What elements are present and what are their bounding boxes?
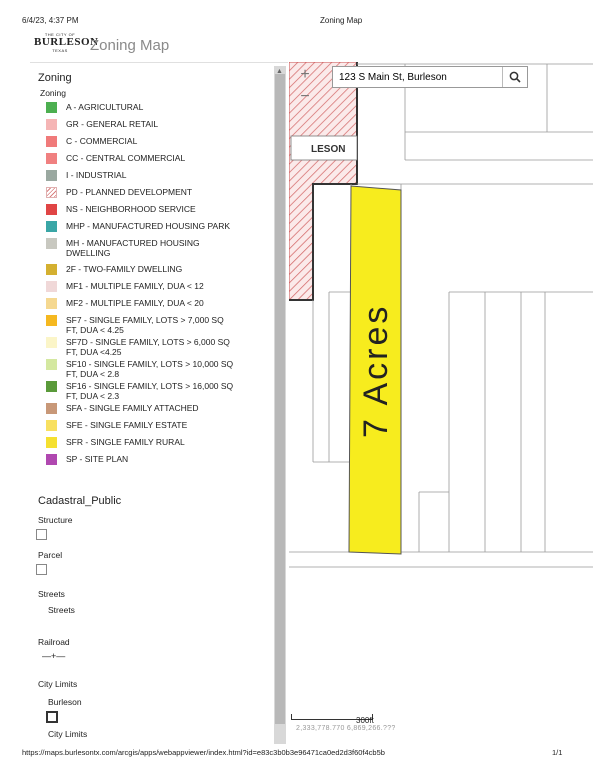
- address-search[interactable]: [332, 66, 528, 88]
- print-date: 6/4/23, 4:37 PM: [22, 16, 79, 25]
- zoning-swatch: [46, 136, 57, 147]
- legend-panel: [30, 66, 274, 746]
- zoning-swatch: [46, 437, 57, 448]
- city-logo: [34, 32, 99, 62]
- zoning-swatch: [46, 298, 57, 309]
- burleson-label: Burleson: [48, 697, 82, 707]
- zoning-legend-item: [46, 204, 274, 215]
- railroad-label: Railroad: [38, 637, 70, 647]
- map-coordinates: 2,333,778.770 6,869,266.???: [296, 725, 396, 732]
- scrollbar-thumb[interactable]: [275, 74, 285, 724]
- zoning-legend-item: [46, 102, 274, 113]
- zoning-legend-item: [46, 281, 274, 292]
- zoning-legend-item: [46, 403, 274, 414]
- zoning-legend-item: [46, 264, 274, 275]
- zoning-swatch: [46, 187, 57, 198]
- zoning-legend-item: [46, 381, 274, 401]
- zoning-swatch: [46, 238, 57, 249]
- zoning-legend-label: MH - MANUFACTURED HOUSING DWELLING: [66, 238, 200, 258]
- street-label: LESON: [311, 144, 346, 155]
- zoning-swatch: [46, 264, 57, 275]
- zoning-legend-label: SF7 - SINGLE FAMILY, LOTS > 7,000 SQ FT, DUA < 4.25: [66, 315, 224, 335]
- structure-swatch: [36, 529, 47, 540]
- search-input[interactable]: [333, 71, 501, 84]
- header-divider: [30, 62, 288, 63]
- zoning-legend-item: [46, 153, 274, 164]
- zoning-legend-item: [46, 187, 274, 198]
- zoning-swatch: [46, 281, 57, 292]
- search-button[interactable]: [502, 67, 527, 87]
- zoning-swatch: [46, 454, 57, 465]
- zoning-legend-item: [46, 238, 274, 258]
- zoning-swatch: [46, 153, 57, 164]
- print-url: https://maps.burlesontx.com/arcgis/apps/webappviewer/index.html?id=e83c3b0b3e96471ca0ed2d3f60f4cb5b: [22, 748, 385, 757]
- zoning-legend-item: [46, 170, 274, 181]
- zoning-legend-item: [46, 420, 274, 431]
- map-canvas: [289, 62, 593, 730]
- burleson-swatch: [46, 711, 58, 723]
- zoning-legend-list: [30, 102, 274, 465]
- zoning-swatch: [46, 420, 57, 431]
- city-limits-sublabel: City Limits: [48, 729, 88, 739]
- zoning-legend-item: [46, 221, 274, 232]
- zoning-legend-item: [46, 437, 274, 448]
- parcel-swatch: [36, 564, 47, 575]
- city-limits-label: City Limits: [38, 679, 78, 689]
- zoning-swatch: [46, 204, 57, 215]
- zoning-legend-label: SFE - SINGLE FAMILY ESTATE: [66, 420, 188, 430]
- zoom-out-button[interactable]: −: [300, 88, 310, 105]
- acres-annotation: 7 Acres: [357, 303, 395, 438]
- zoning-legend-item: [46, 119, 274, 130]
- railroad-symbol: —+—: [42, 651, 66, 661]
- logo-top-text: THE CITY OF: [44, 32, 76, 37]
- structure-label: Structure: [38, 515, 73, 525]
- zoning-legend-item: [46, 136, 274, 147]
- zoning-legend-label: C - COMMERCIAL: [66, 136, 138, 146]
- print-title: Zoning Map: [320, 16, 363, 25]
- zoning-legend-label: SF7D - SINGLE FAMILY, LOTS > 6,000 SQ FT, DUA <4.25: [66, 337, 230, 357]
- zoning-swatch: [46, 119, 57, 130]
- zoning-legend-label: SF10 - SINGLE FAMILY, LOTS > 10,000 SQ FT, DUA < 2.8: [66, 359, 234, 379]
- zoning-legend-label: A - AGRICULTURAL: [66, 102, 144, 112]
- zoning-legend-item: [46, 454, 274, 465]
- zoning-legend-label: NS - NEIGHBORHOOD SERVICE: [66, 204, 196, 214]
- zoning-legend-label: SFR - SINGLE FAMILY RURAL: [66, 437, 185, 447]
- zoning-legend-label: 2F - TWO-FAMILY DWELLING: [66, 264, 183, 274]
- zoning-legend-label: SFA - SINGLE FAMILY ATTACHED: [66, 403, 199, 413]
- zoning-legend-label: I - INDUSTRIAL: [66, 170, 127, 180]
- zoning-swatch: [46, 102, 57, 113]
- zoning-legend-label: SF16 - SINGLE FAMILY, LOTS > 16,000 SQ FT, DUA < 2.3: [66, 381, 234, 401]
- streets-sublabel: Streets: [48, 605, 75, 615]
- cadastral-title: Cadastral_Public: [38, 495, 122, 507]
- parcel-label: Parcel: [38, 550, 63, 560]
- scale-label: 300ft: [356, 716, 374, 725]
- zoning-legend-label: CC - CENTRAL COMMERCIAL: [66, 153, 186, 163]
- logo-name: BURLESON: [34, 36, 99, 48]
- search-icon: [509, 71, 521, 83]
- zoning-swatch: [46, 381, 57, 392]
- zoom-controls: [293, 64, 317, 108]
- zoning-legend-label: MF1 - MULTIPLE FAMILY, DUA < 12: [66, 281, 204, 291]
- zoning-swatch: [46, 221, 57, 232]
- zoning-legend-item: [46, 298, 274, 309]
- map-view[interactable]: [289, 62, 593, 730]
- zoning-swatch: [46, 315, 57, 326]
- zoom-in-button[interactable]: +: [300, 66, 310, 83]
- page-number: 1/1: [552, 748, 563, 757]
- zoning-legend-item: [46, 315, 274, 335]
- zoning-legend-item: [46, 359, 274, 379]
- scroll-up-icon[interactable]: ▲: [276, 68, 283, 75]
- zoning-swatch: [46, 359, 57, 370]
- zoning-legend-label: MHP - MANUFACTURED HOUSING PARK: [66, 221, 231, 231]
- zoning-swatch: [46, 170, 57, 181]
- app-title: Zoning Map: [90, 37, 170, 54]
- zoning-title: Zoning: [38, 72, 72, 84]
- zoning-legend-label: PD - PLANNED DEVELOPMENT: [66, 187, 193, 197]
- zoning-swatch: [46, 403, 57, 414]
- zoning-legend-label: MF2 - MULTIPLE FAMILY, DUA < 20: [66, 298, 204, 308]
- logo-bottom-text: TEXAS: [52, 48, 68, 53]
- zoning-swatch: [46, 337, 57, 348]
- zoning-legend-item: [46, 337, 274, 357]
- zoning-legend-label: SP - SITE PLAN: [66, 454, 129, 464]
- zoning-subtitle: Zoning: [40, 88, 66, 98]
- legend-scrollbar[interactable]: [274, 66, 286, 744]
- zoning-legend-label: GR - GENERAL RETAIL: [66, 119, 159, 129]
- streets-label: Streets: [38, 589, 65, 599]
